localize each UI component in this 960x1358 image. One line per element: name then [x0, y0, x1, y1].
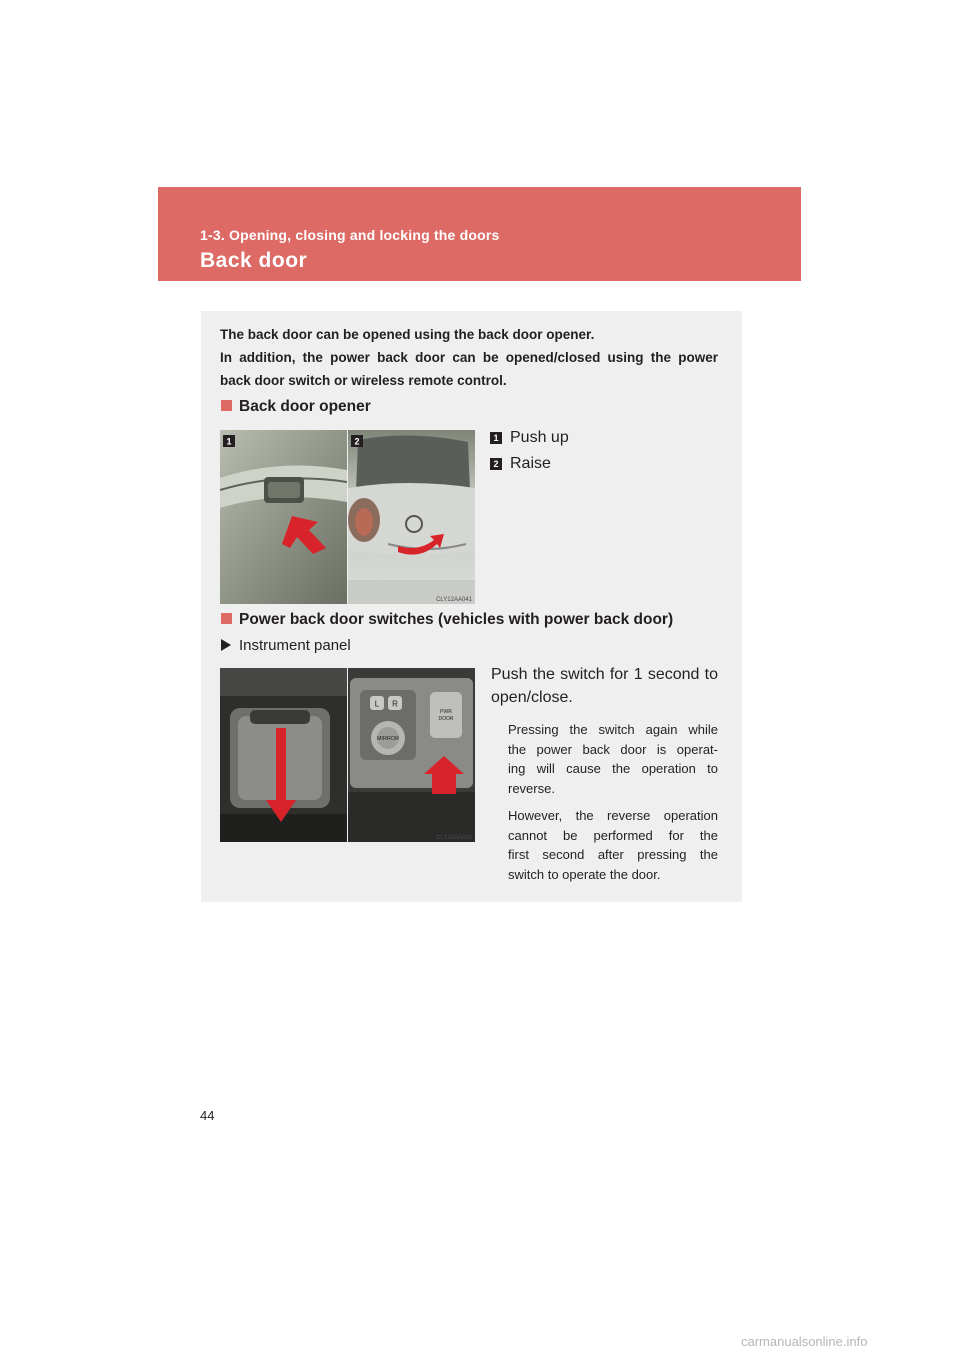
- svg-text:2: 2: [354, 436, 360, 447]
- section-heading-opener: [221, 398, 371, 416]
- pwr-label-2: DOOR: [438, 716, 454, 722]
- content-panel: [201, 311, 742, 902]
- intro-line-2: In addition, the power back door can be opened/closed using the power: [220, 350, 718, 365]
- watermark: carmanualsonline.info: [741, 1334, 868, 1349]
- push-instruction: [491, 663, 718, 709]
- section-label: 1-3. Opening, closing and locking the doors: [200, 227, 500, 243]
- photo-raise: [348, 430, 475, 604]
- mirror-label: MIRROR: [376, 736, 400, 742]
- photo-instrument-panel: [220, 668, 347, 842]
- photo-power-back-door-switch: [348, 668, 475, 842]
- triangle-bullet-icon: [221, 639, 231, 651]
- step-item: [490, 451, 569, 477]
- mirror-l-label: L: [374, 699, 380, 709]
- opener-image-code: CLY12AA041: [436, 597, 472, 603]
- step-number-badge: 1: [490, 432, 502, 444]
- push-instruction-line-1: Push the switch for 1 second to: [491, 666, 718, 683]
- switches-heading-text: Power back door switches (vehicles with power back door): [239, 611, 674, 628]
- step-label: Raise: [510, 455, 551, 472]
- svg-text:1: 1: [226, 436, 232, 447]
- note-first-second: However, the reverse operation cannot be performed for the first second after pressing the switch to operate the door.: [508, 808, 718, 882]
- page-title: Back door: [200, 249, 308, 272]
- section-heading-switches: [221, 611, 673, 629]
- opener-steps: [490, 425, 569, 477]
- square-bullet-icon: [221, 400, 232, 411]
- header-banner: [158, 187, 801, 281]
- pwr-label-1: PWR: [440, 709, 452, 715]
- step-label: Push up: [510, 429, 569, 446]
- intro-line-1: The back door can be opened using the back door opener.: [220, 327, 595, 342]
- square-bullet-icon: [221, 613, 232, 624]
- intro-line-3: back door switch or wireless remote control.: [220, 373, 507, 388]
- step-number-badge: 2: [490, 458, 502, 470]
- subheading-text: Instrument panel: [239, 637, 351, 654]
- switches-image-code: CLY12AA016: [436, 835, 472, 841]
- push-instruction-line-2: open/close.: [491, 689, 573, 706]
- note-reverse: Pressing the switch again while the power back door is operat- ing will cause the operation to reverse.: [508, 722, 718, 796]
- opener-heading-text: Back door opener: [239, 398, 371, 415]
- subheading-instrument-panel: [221, 637, 351, 654]
- step-item: [490, 425, 569, 451]
- intro-text: [220, 323, 718, 392]
- photo-push-up: [220, 430, 347, 604]
- mirror-r-label: R: [392, 699, 398, 709]
- page-number: 44: [200, 1108, 215, 1123]
